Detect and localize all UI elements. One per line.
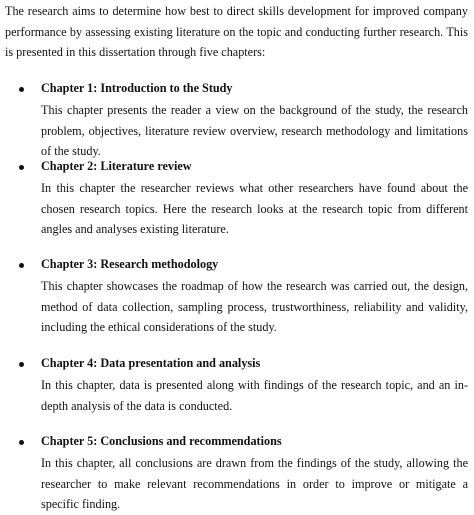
chapter-description: In this chapter, all conclusions are drawn from the findings of the study, allowing the researcher to make relevant recommendations in order to improve or mitigate a specific finding. [41,456,468,511]
chapter-title: Chapter 3: Research methodology [41,257,219,271]
bullet-icon [19,263,24,268]
intro-paragraph: The research aims to determine how best to direct skills development for improved company performance by assessing existing literature on the topic and conducting further research. This is presented in this dissertation through five chapters: [5,4,468,59]
chapter-title: Chapter 4: Data presentation and analysis [41,356,261,370]
bullet-icon [19,87,24,92]
bullet-icon [19,440,24,445]
bullet-icon [19,165,24,170]
chapter-title: Chapter 2: Literature review [41,159,192,173]
chapter-description: In this chapter the researcher reviews what other researchers have found about the chosen research topics. Here the research looks at the research topic from different angles and analyses existing literature. [41,181,468,236]
chapter-description: This chapter presents the reader a view on the background of the study, the research problem, objectives, literature review overview, research methodology and limitations of the study. [41,103,468,158]
chapter-description: This chapter showcases the roadmap of how the research was carried out, the design, method of data collection, sampling process, trustworthiness, reliability and validity, including the ethical considerations of the study. [41,279,468,334]
chapter-title: Chapter 1: Introduction to the Study [41,81,233,95]
bullet-icon [19,362,24,367]
chapter-title: Chapter 5: Conclusions and recommendations [41,434,282,448]
chapter-description: In this chapter, data is presented along with findings of the research topic, and an in-depth analysis of the data is conducted. [41,378,468,413]
